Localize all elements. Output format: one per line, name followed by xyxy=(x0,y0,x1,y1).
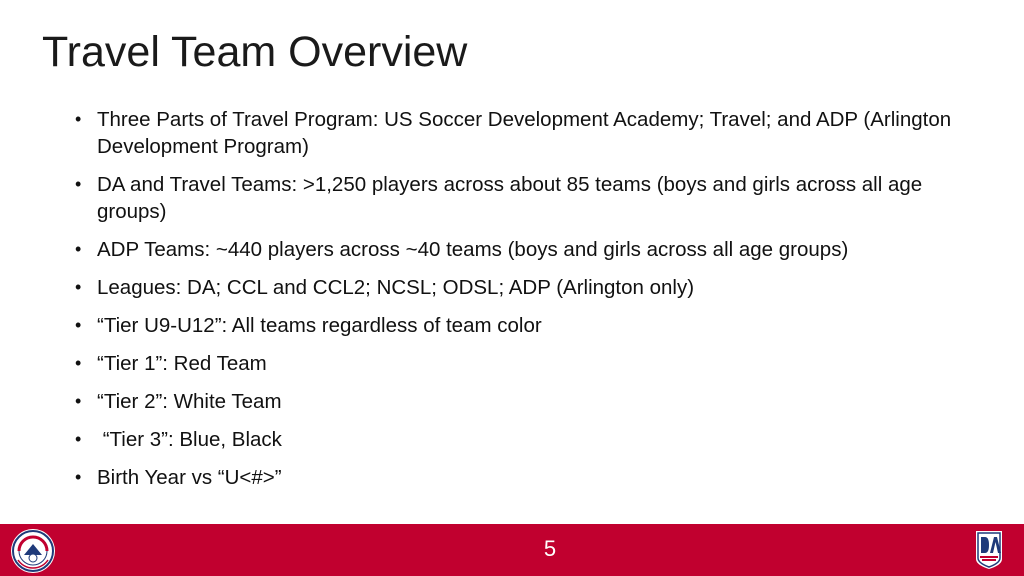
bullet-list xyxy=(75,106,955,502)
bullet-item xyxy=(75,274,955,301)
bullet-item xyxy=(75,350,955,377)
bullet-marker: • xyxy=(75,277,82,297)
bullet-item xyxy=(75,388,955,415)
bullet-text: “Tier 3”: Blue, Black xyxy=(97,428,282,451)
slide-title: Travel Team Overview xyxy=(42,28,468,76)
bullet-item xyxy=(75,236,955,263)
development-academy-logo-icon xyxy=(974,529,1004,571)
bullet-item xyxy=(75,312,955,339)
bullet-text: Three Parts of Travel Program: US Soccer Development Academy; Travel; and ADP (Arlington Development Program) xyxy=(97,108,952,158)
bullet-item xyxy=(75,106,955,160)
bullet-text: DA and Travel Teams: >1,250 players across about 85 teams (boys and girls across all age groups) xyxy=(97,173,923,223)
bullet-marker: • xyxy=(75,353,82,373)
bullet-item xyxy=(75,426,955,453)
bullet-marker: • xyxy=(75,109,82,129)
page-number: 5 xyxy=(543,536,557,561)
bullet-item xyxy=(75,464,955,491)
bullet-text: “Tier 1”: Red Team xyxy=(97,352,267,375)
bullet-marker: • xyxy=(75,467,82,487)
bullet-text: Birth Year vs “U<#>” xyxy=(97,466,282,489)
bullet-marker: • xyxy=(75,239,82,259)
bullet-marker: • xyxy=(75,429,82,449)
bullet-text: ADP Teams: ~440 players across ~40 teams (boys and girls across all age groups) xyxy=(97,238,849,261)
arlington-soccer-association-logo-icon xyxy=(10,528,56,574)
bullet-text: “Tier 2”: White Team xyxy=(97,390,282,413)
bullet-marker: • xyxy=(75,315,82,335)
bullet-marker: • xyxy=(75,391,82,411)
bullet-item xyxy=(75,171,955,225)
bullet-text: Leagues: DA; CCL and CCL2; NCSL; ODSL; ADP (Arlington only) xyxy=(97,276,695,299)
bullet-marker: • xyxy=(75,174,82,194)
bullet-text: “Tier U9-U12”: All teams regardless of team color xyxy=(97,314,542,337)
footer-bar xyxy=(0,524,1024,576)
